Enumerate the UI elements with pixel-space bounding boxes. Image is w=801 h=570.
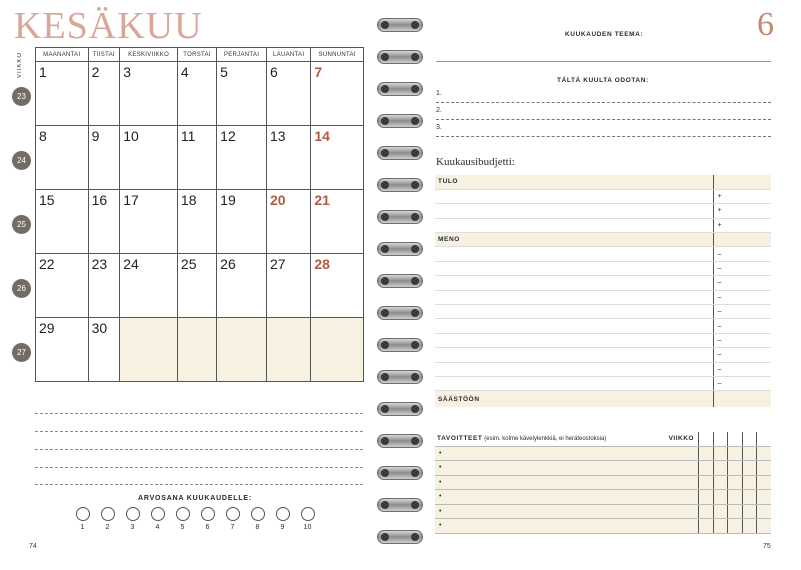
goals-header-row bbox=[435, 432, 771, 446]
grade-circle[interactable] bbox=[76, 507, 90, 521]
goal-check[interactable] bbox=[728, 461, 743, 476]
goal-check[interactable] bbox=[699, 475, 714, 490]
day-cell[interactable]: 18 bbox=[177, 190, 216, 254]
grade-title: ARVOSANA KUUKAUDELLE: bbox=[137, 495, 253, 502]
grade-number: 6 bbox=[205, 524, 210, 531]
goal-check[interactable] bbox=[728, 519, 743, 534]
goal-bullet[interactable]: • bbox=[435, 475, 699, 490]
goal-check[interactable] bbox=[713, 504, 728, 519]
grade-circle[interactable] bbox=[301, 507, 315, 521]
weekday-header: LAUANTAI bbox=[267, 48, 311, 62]
income-entry[interactable] bbox=[435, 189, 713, 203]
day-cell[interactable]: 25 bbox=[177, 254, 216, 318]
week-number: 24 bbox=[12, 151, 31, 170]
month-calendar bbox=[35, 47, 364, 382]
goal-bullet[interactable]: • bbox=[435, 490, 699, 505]
goal-check[interactable] bbox=[742, 519, 757, 534]
note-line[interactable] bbox=[35, 449, 363, 450]
day-cell[interactable]: 5 bbox=[217, 62, 267, 126]
grade-number: 9 bbox=[280, 524, 285, 531]
budget-sign-column bbox=[713, 233, 771, 247]
day-cell[interactable]: 27 bbox=[267, 254, 311, 318]
weekday-header: TIISTAI bbox=[88, 48, 120, 62]
week-column bbox=[742, 432, 757, 446]
minus-sign: – bbox=[713, 333, 771, 347]
day-cell[interactable]: 15 bbox=[36, 190, 89, 254]
goal-bullet[interactable]: • bbox=[435, 446, 699, 461]
goals-week-label: VIIKKO bbox=[659, 432, 699, 446]
week-column bbox=[757, 432, 772, 446]
day-cell[interactable]: 3 bbox=[120, 62, 178, 126]
expense-row[interactable] bbox=[435, 319, 771, 333]
goal-check[interactable] bbox=[742, 504, 757, 519]
plus-sign: + bbox=[713, 218, 771, 232]
expense-row[interactable] bbox=[435, 333, 771, 347]
grade-option[interactable] bbox=[100, 507, 115, 531]
income-entry[interactable] bbox=[435, 218, 713, 232]
theme-input-line[interactable] bbox=[436, 61, 771, 62]
grade-number: 3 bbox=[130, 524, 135, 531]
goal-row[interactable] bbox=[435, 461, 771, 476]
week-number: 27 bbox=[12, 343, 31, 362]
expense-row[interactable] bbox=[435, 305, 771, 319]
expense-entry[interactable] bbox=[435, 290, 713, 304]
grade-option[interactable] bbox=[200, 507, 215, 531]
goal-check[interactable] bbox=[728, 446, 743, 461]
grade-circle[interactable] bbox=[176, 507, 190, 521]
expense-entry[interactable] bbox=[435, 319, 713, 333]
grade-circle[interactable] bbox=[276, 507, 290, 521]
expense-entry[interactable] bbox=[435, 247, 713, 261]
expense-row[interactable] bbox=[435, 362, 771, 376]
expect-item-line[interactable] bbox=[436, 90, 771, 103]
minus-sign: – bbox=[713, 376, 771, 390]
spiral-ring bbox=[377, 18, 423, 32]
expense-entry[interactable] bbox=[435, 276, 713, 290]
savings-row[interactable] bbox=[435, 391, 771, 407]
day-cell[interactable]: 12 bbox=[217, 126, 267, 190]
left-page bbox=[0, 0, 390, 570]
day-cell[interactable]: 23 bbox=[88, 254, 120, 318]
savings-amount[interactable] bbox=[713, 391, 771, 407]
goal-bullet[interactable]: • bbox=[435, 504, 699, 519]
spiral-ring bbox=[377, 498, 423, 512]
note-line[interactable] bbox=[35, 413, 363, 414]
goal-row[interactable] bbox=[435, 446, 771, 461]
grade-circle[interactable] bbox=[101, 507, 115, 521]
goal-row[interactable] bbox=[435, 490, 771, 505]
goal-check[interactable] bbox=[757, 475, 772, 490]
month-number: 6 bbox=[757, 6, 774, 43]
savings-label: SÄÄSTÖÖN bbox=[435, 391, 713, 407]
budget-table bbox=[435, 175, 771, 407]
day-cell[interactable]: 13 bbox=[267, 126, 311, 190]
weekday-header: KESKIVIIKKO bbox=[120, 48, 178, 62]
grade-number: 10 bbox=[303, 524, 312, 531]
expense-entry[interactable] bbox=[435, 376, 713, 390]
day-cell-sunday[interactable]: 14 bbox=[311, 126, 364, 190]
weekday-header: PERJANTAI bbox=[217, 48, 267, 62]
expense-row[interactable] bbox=[435, 261, 771, 275]
goal-check[interactable] bbox=[742, 446, 757, 461]
goal-check[interactable] bbox=[728, 475, 743, 490]
expect-item-line[interactable] bbox=[436, 107, 771, 120]
week-number: 25 bbox=[12, 215, 31, 234]
day-cell[interactable]: 1 bbox=[36, 62, 89, 126]
goal-row[interactable] bbox=[435, 504, 771, 519]
week-column-label: VIIKKO bbox=[17, 52, 23, 79]
expense-entry[interactable] bbox=[435, 348, 713, 362]
day-cell[interactable]: 22 bbox=[36, 254, 89, 318]
day-cell[interactable]: 24 bbox=[120, 254, 178, 318]
grade-number: 8 bbox=[255, 524, 260, 531]
calendar-week-row bbox=[36, 62, 364, 126]
income-header-row bbox=[435, 175, 771, 189]
goal-check[interactable] bbox=[757, 461, 772, 476]
goal-check[interactable] bbox=[742, 475, 757, 490]
plus-sign: + bbox=[713, 189, 771, 203]
goal-bullet[interactable]: • bbox=[435, 461, 699, 476]
expense-label: MENO bbox=[435, 233, 713, 247]
budget-sign-column bbox=[713, 175, 771, 189]
goal-check[interactable] bbox=[728, 490, 743, 505]
empty-day-cell bbox=[217, 318, 267, 382]
grade-option[interactable] bbox=[250, 507, 265, 531]
day-cell-sunday[interactable]: 28 bbox=[311, 254, 364, 318]
goal-check[interactable] bbox=[699, 446, 714, 461]
empty-day-cell bbox=[120, 318, 178, 382]
theme-label: KUUKAUDEN TEEMA: bbox=[565, 31, 644, 38]
day-cell[interactable]: 17 bbox=[120, 190, 178, 254]
minus-sign: – bbox=[713, 276, 771, 290]
week-column bbox=[699, 432, 714, 446]
goal-check[interactable] bbox=[699, 519, 714, 534]
goal-check[interactable] bbox=[713, 446, 728, 461]
grade-circle[interactable] bbox=[126, 507, 140, 521]
goal-check[interactable] bbox=[699, 490, 714, 505]
day-cell[interactable]: 11 bbox=[177, 126, 216, 190]
day-cell[interactable]: 16 bbox=[88, 190, 120, 254]
grade-circle[interactable] bbox=[151, 507, 165, 521]
weekday-header: TORSTAI bbox=[177, 48, 216, 62]
expense-entry[interactable] bbox=[435, 333, 713, 347]
grade-number: 1 bbox=[80, 524, 85, 531]
calendar-week-row bbox=[36, 318, 364, 382]
goal-check[interactable] bbox=[742, 490, 757, 505]
grade-scale bbox=[75, 507, 315, 531]
spiral-ring bbox=[377, 210, 423, 224]
minus-sign: – bbox=[713, 261, 771, 275]
goals-note: (esim. kolme kävelylenkkiä, ei heräteostoksia) bbox=[484, 436, 607, 443]
goals-title bbox=[435, 432, 659, 446]
page-number-left: 74 bbox=[29, 543, 37, 550]
minus-sign: – bbox=[713, 290, 771, 304]
spiral-ring bbox=[377, 82, 423, 96]
goal-row[interactable] bbox=[435, 519, 771, 534]
goal-row[interactable] bbox=[435, 475, 771, 490]
plus-sign: + bbox=[713, 204, 771, 218]
page-number-right: 75 bbox=[763, 543, 771, 550]
spiral-ring bbox=[377, 306, 423, 320]
goals-table bbox=[435, 432, 771, 534]
spiral-ring bbox=[377, 370, 423, 384]
weekday-header: MAANANTAI bbox=[36, 48, 89, 62]
month-title: KESÄKUU bbox=[14, 5, 203, 47]
grade-circle[interactable] bbox=[226, 507, 240, 521]
minus-sign: – bbox=[713, 247, 771, 261]
note-line[interactable] bbox=[35, 431, 363, 432]
expense-entry[interactable] bbox=[435, 362, 713, 376]
grade-option[interactable] bbox=[275, 507, 290, 531]
day-cell[interactable]: 2 bbox=[88, 62, 120, 126]
minus-sign: – bbox=[713, 319, 771, 333]
goals-label: TAVOITTEET bbox=[437, 435, 483, 443]
spiral-ring bbox=[377, 114, 423, 128]
goal-check[interactable] bbox=[713, 475, 728, 490]
minus-sign: – bbox=[713, 348, 771, 362]
calendar-week-row bbox=[36, 126, 364, 190]
grade-number: 2 bbox=[105, 524, 110, 531]
note-line[interactable] bbox=[35, 467, 363, 468]
goal-check[interactable] bbox=[757, 490, 772, 505]
goal-check[interactable] bbox=[713, 461, 728, 476]
goal-check[interactable] bbox=[713, 519, 728, 534]
spiral-ring bbox=[377, 434, 423, 448]
goal-check[interactable] bbox=[742, 461, 757, 476]
expense-entry[interactable] bbox=[435, 261, 713, 275]
income-label: TULO bbox=[435, 175, 713, 189]
day-cell[interactable]: 4 bbox=[177, 62, 216, 126]
expense-row[interactable] bbox=[435, 290, 771, 304]
calendar-week-row bbox=[36, 254, 364, 318]
budget-title: Kuukausibudjetti: bbox=[436, 156, 515, 168]
week-column bbox=[713, 432, 728, 446]
spiral-ring bbox=[377, 50, 423, 64]
expense-row[interactable] bbox=[435, 276, 771, 290]
day-cell-holiday[interactable]: 20 bbox=[267, 190, 311, 254]
grade-option[interactable] bbox=[300, 507, 315, 531]
grade-option[interactable] bbox=[75, 507, 90, 531]
expect-label: TÄLTÄ KUULTA ODOTAN: bbox=[557, 77, 649, 84]
spiral-ring bbox=[377, 178, 423, 192]
weekday-header: SUNNUNTAI bbox=[311, 48, 364, 62]
goal-check[interactable] bbox=[713, 490, 728, 505]
income-entry[interactable] bbox=[435, 204, 713, 218]
expense-entry[interactable] bbox=[435, 305, 713, 319]
expense-row[interactable] bbox=[435, 376, 771, 390]
calendar-week-row bbox=[36, 190, 364, 254]
goal-check[interactable] bbox=[699, 504, 714, 519]
expect-item-number: 1. bbox=[436, 90, 442, 97]
grade-option[interactable] bbox=[125, 507, 140, 531]
day-cell[interactable]: 30 bbox=[88, 318, 120, 382]
weekday-header-row bbox=[36, 48, 364, 62]
grade-circle[interactable] bbox=[201, 507, 215, 521]
day-cell[interactable]: 26 bbox=[217, 254, 267, 318]
empty-day-cell bbox=[311, 318, 364, 382]
spiral-ring bbox=[377, 466, 423, 480]
income-row[interactable] bbox=[435, 204, 771, 218]
goal-check[interactable] bbox=[757, 519, 772, 534]
goal-check[interactable] bbox=[699, 461, 714, 476]
note-line[interactable] bbox=[35, 484, 363, 485]
goal-check[interactable] bbox=[757, 504, 772, 519]
spiral-ring bbox=[377, 402, 423, 416]
expect-item-number: 3. bbox=[436, 124, 442, 131]
expense-header-row bbox=[435, 233, 771, 247]
week-number: 23 bbox=[12, 87, 31, 106]
grade-option[interactable] bbox=[175, 507, 190, 531]
week-number: 26 bbox=[12, 279, 31, 298]
spiral-ring bbox=[377, 338, 423, 352]
day-cell[interactable]: 8 bbox=[36, 126, 89, 190]
expect-item-number: 2. bbox=[436, 107, 442, 114]
day-cell[interactable]: 6 bbox=[267, 62, 311, 126]
day-cell-sunday[interactable]: 21 bbox=[311, 190, 364, 254]
goal-check[interactable] bbox=[757, 446, 772, 461]
expect-item-line[interactable] bbox=[436, 124, 771, 137]
minus-sign: – bbox=[713, 362, 771, 376]
day-cell[interactable]: 9 bbox=[88, 126, 120, 190]
day-cell[interactable]: 10 bbox=[120, 126, 178, 190]
minus-sign: – bbox=[713, 305, 771, 319]
grade-option[interactable] bbox=[225, 507, 240, 531]
goal-check[interactable] bbox=[728, 504, 743, 519]
income-row[interactable] bbox=[435, 189, 771, 203]
grade-number: 5 bbox=[180, 524, 185, 531]
week-column bbox=[728, 432, 743, 446]
spiral-ring bbox=[377, 274, 423, 288]
expense-row[interactable] bbox=[435, 348, 771, 362]
spiral-ring bbox=[377, 530, 423, 544]
spiral-ring bbox=[377, 242, 423, 256]
grade-circle[interactable] bbox=[251, 507, 265, 521]
spiral-ring bbox=[377, 146, 423, 160]
day-cell[interactable]: 29 bbox=[36, 318, 89, 382]
grade-number: 7 bbox=[230, 524, 235, 531]
goal-bullet[interactable]: • bbox=[435, 519, 699, 534]
grade-number: 4 bbox=[155, 524, 160, 531]
day-cell[interactable]: 19 bbox=[217, 190, 267, 254]
expense-row[interactable] bbox=[435, 247, 771, 261]
income-row[interactable] bbox=[435, 218, 771, 232]
empty-day-cell bbox=[267, 318, 311, 382]
empty-day-cell bbox=[177, 318, 216, 382]
grade-option[interactable] bbox=[150, 507, 165, 531]
day-cell-sunday[interactable]: 7 bbox=[311, 62, 364, 126]
